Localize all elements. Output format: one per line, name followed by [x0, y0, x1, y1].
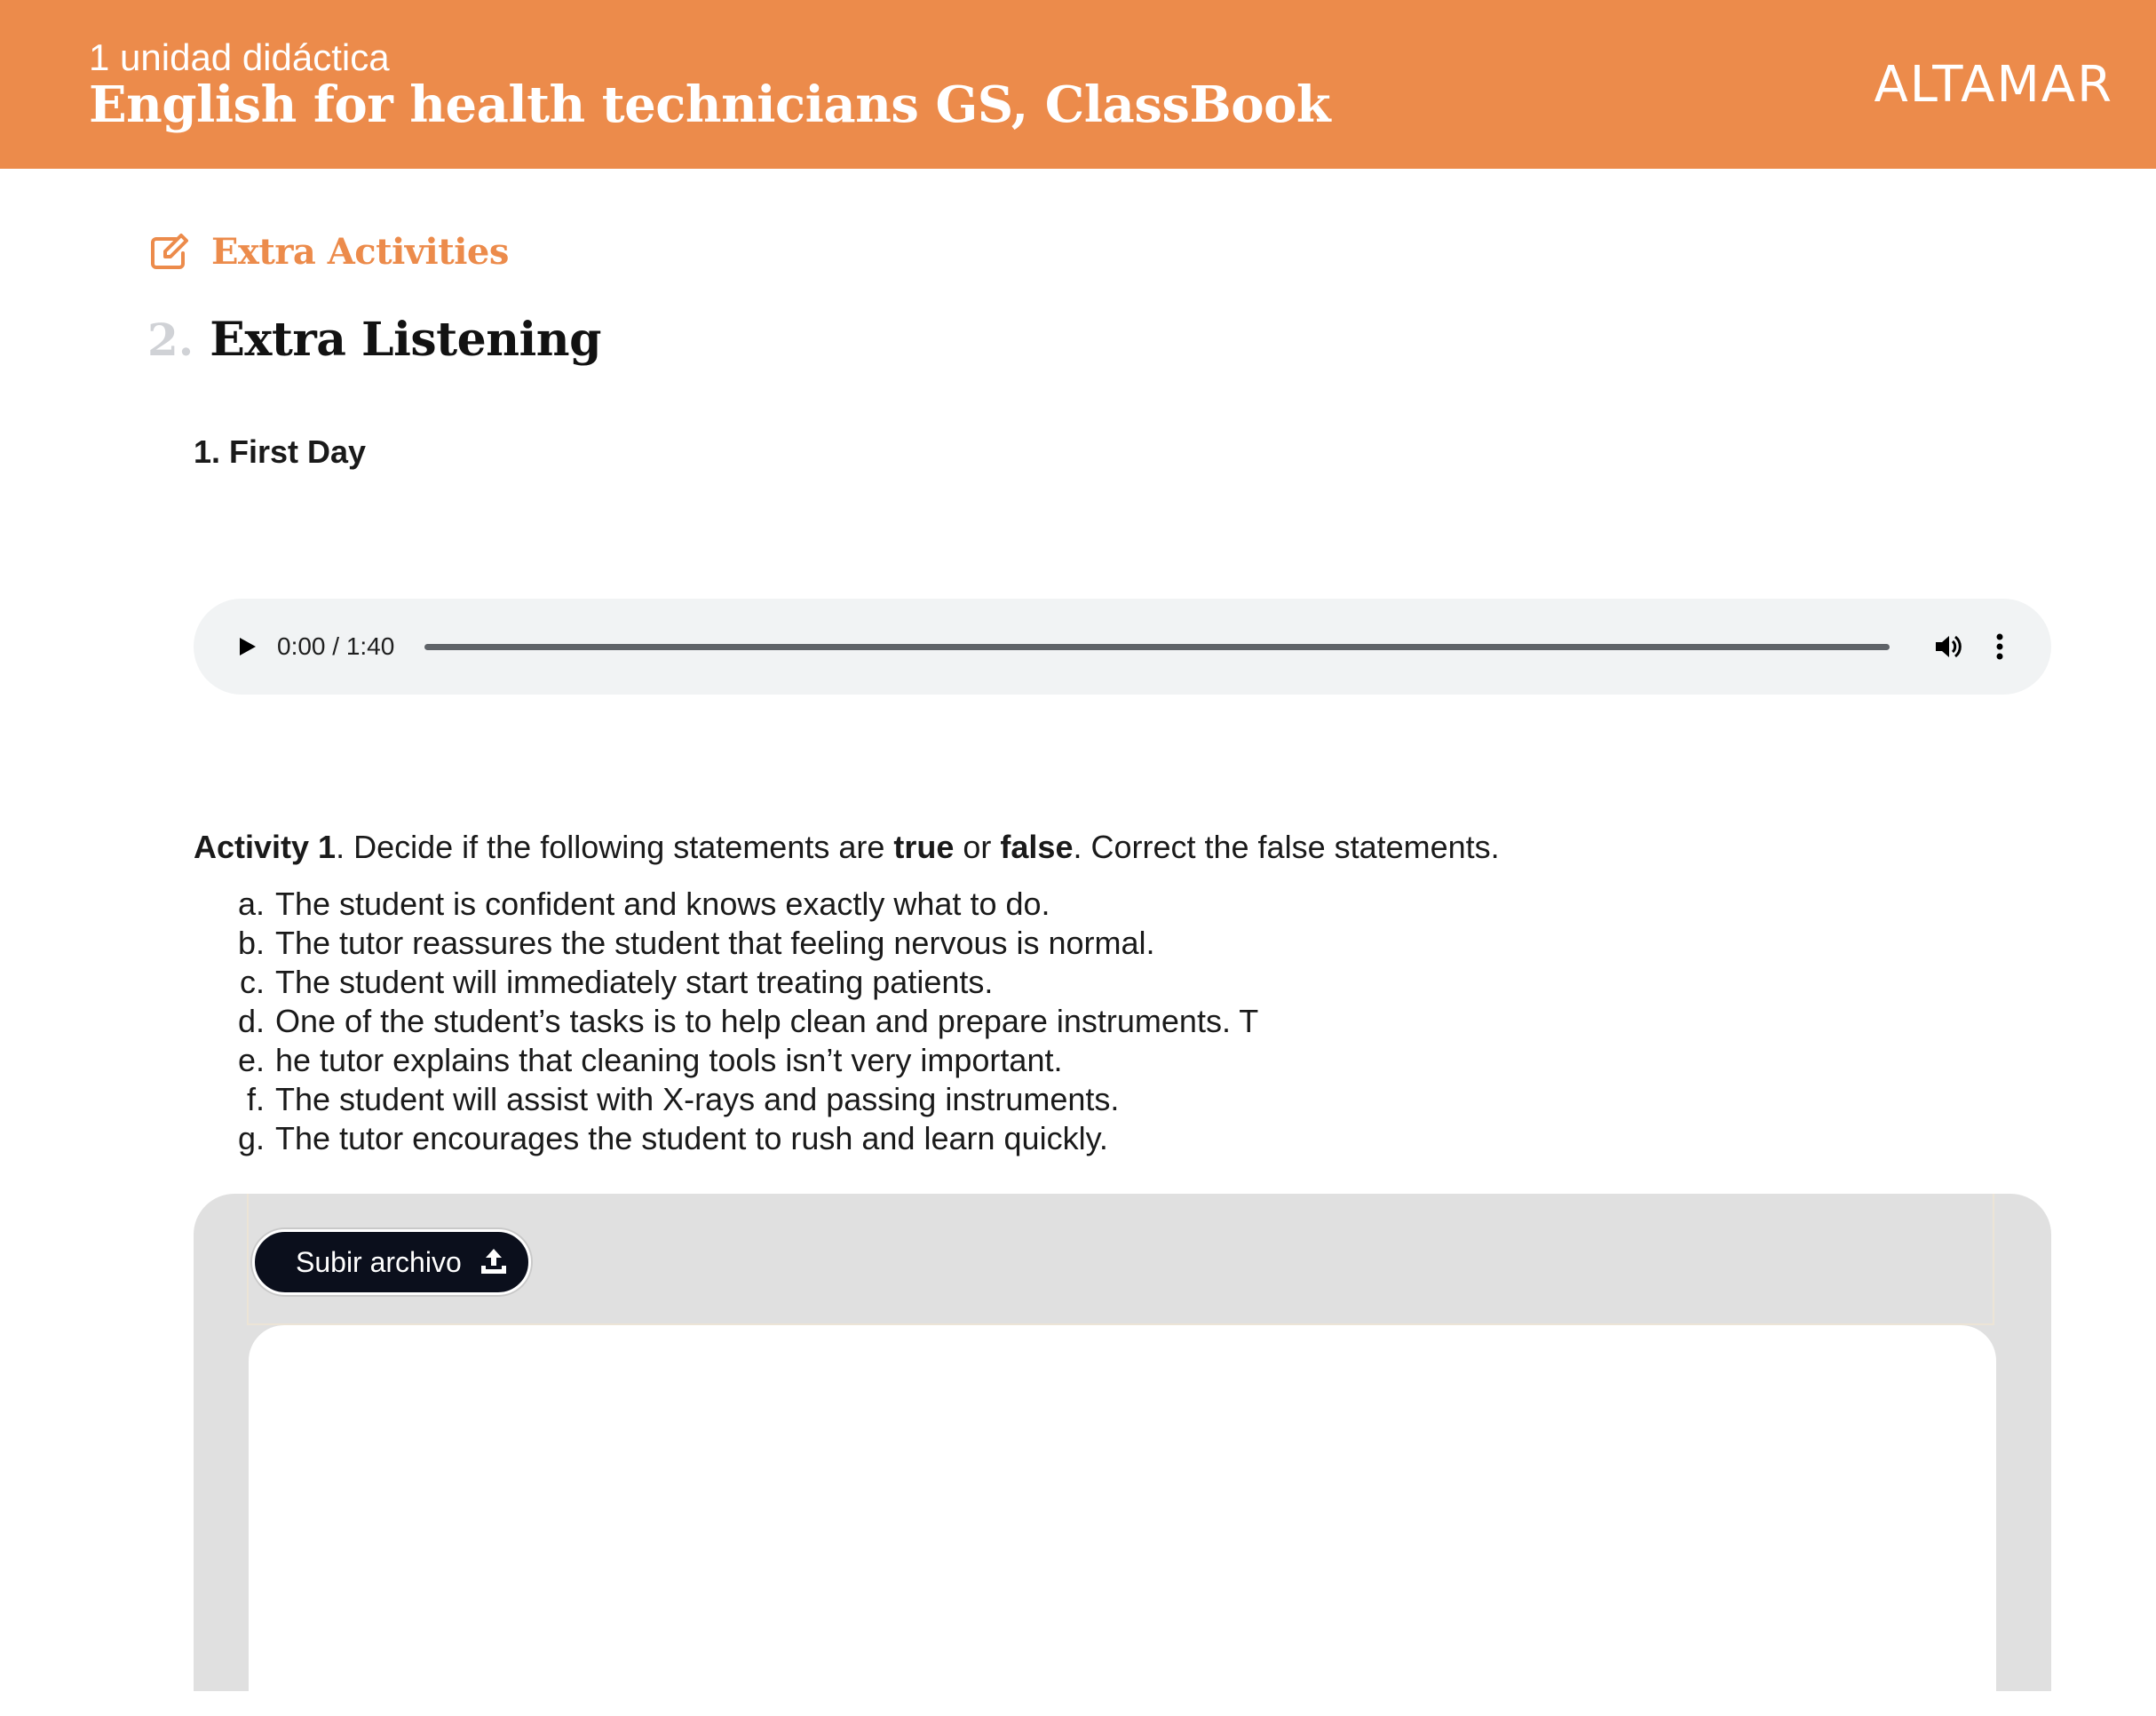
item-text: he tutor explains that cleaning tools isn’t very important. [275, 1042, 1063, 1078]
section-tag-label: Extra Activities [211, 230, 509, 273]
activity-instructions [194, 826, 1500, 869]
section-title: Extra Listening [210, 313, 601, 367]
list-item [231, 963, 1258, 1002]
activity-text-1: . Decide if the following statements are [336, 829, 894, 865]
item-text: The student is confident and knows exactly what to do. [275, 886, 1050, 922]
audio-time: 0:00 / 1:40 [277, 632, 395, 660]
section-index: 2. [147, 314, 194, 366]
list-item [231, 885, 1258, 924]
upload-file-button[interactable] [252, 1229, 531, 1295]
list-item [231, 924, 1258, 963]
item-marker: f. [246, 1081, 265, 1117]
list-item [231, 1080, 1258, 1119]
more-options-icon[interactable] [1991, 629, 2009, 664]
book-title: English for health technicians GS, ClassBook [89, 75, 1331, 134]
section-heading [147, 313, 601, 375]
audio-player[interactable] [194, 599, 2051, 695]
file-drop-area[interactable] [249, 1325, 1996, 1716]
activity-false-word: false [1000, 829, 1074, 865]
list-item [231, 1002, 1258, 1041]
audio-progress-bar[interactable] [424, 644, 1890, 650]
edit-icon [149, 232, 192, 271]
item-text: The student will assist with X-rays and passing instruments. [275, 1081, 1120, 1117]
volume-icon[interactable] [1930, 629, 1966, 664]
activity-text-2: or [954, 829, 1001, 865]
statement-list [231, 885, 1258, 1158]
unit-label: unidad didáctica [120, 36, 390, 78]
item-marker: c. [239, 964, 265, 1000]
item-marker: e. [237, 1042, 265, 1078]
upload-card [194, 1194, 2051, 1691]
unit-number: 1 [89, 36, 110, 78]
list-item [231, 1119, 1258, 1158]
item-text: The tutor encourages the student to rush and learn quickly. [275, 1120, 1108, 1156]
activity-text-3: . Correct the false statements. [1073, 829, 1500, 865]
upload-button-label: Subir archivo [296, 1245, 462, 1278]
section-tag [149, 226, 509, 276]
brand-logo: ALTAMAR [1874, 56, 2113, 114]
item-marker: g. [237, 1120, 265, 1156]
page-header [0, 0, 2156, 169]
item-marker: a. [237, 886, 265, 922]
item-marker: b. [237, 925, 265, 961]
item-text: The student will immediately start treating patients. [275, 964, 994, 1000]
play-icon[interactable] [231, 631, 263, 663]
upload-icon [478, 1246, 510, 1278]
activity-label: Activity 1 [194, 829, 337, 865]
subsection-title: 1. First Day [194, 433, 367, 470]
item-text: The tutor reassures the student that feeling nervous is normal. [275, 925, 1155, 961]
list-item [231, 1041, 1258, 1080]
activity-true-word: true [893, 829, 955, 865]
item-text: One of the student’s tasks is to help clean and prepare instruments. T [275, 1003, 1259, 1039]
item-marker: d. [237, 1003, 265, 1039]
